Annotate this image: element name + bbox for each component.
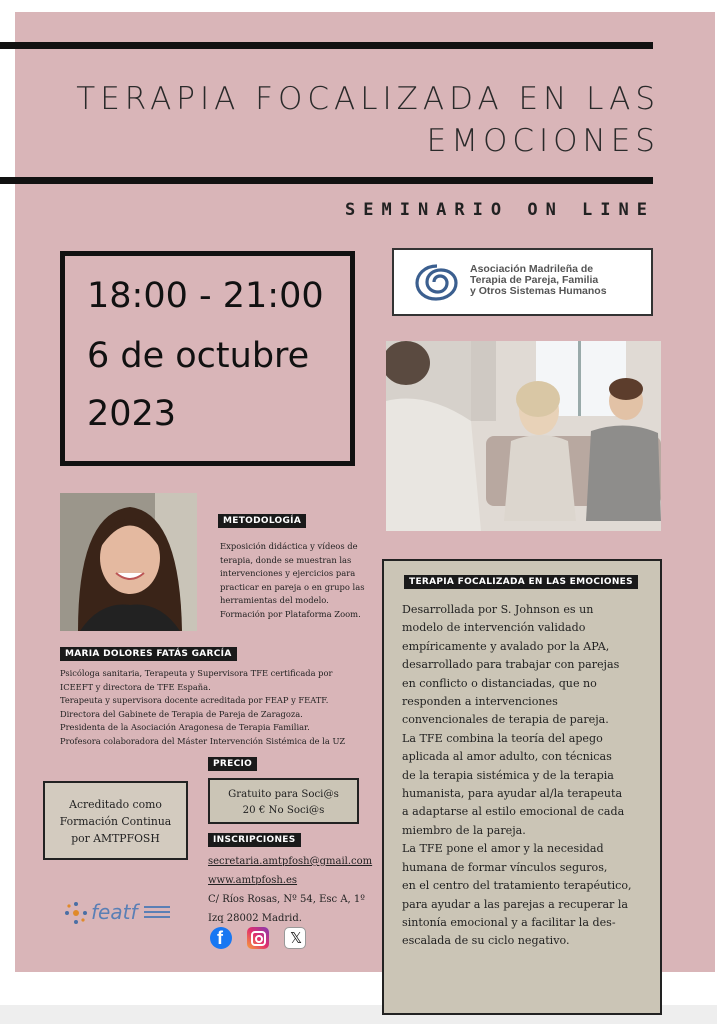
tfe-line: convencionales de terapia de pareja. bbox=[402, 713, 609, 727]
tfe-line: miembro de la pareja. bbox=[402, 823, 526, 837]
speaker-photo bbox=[60, 493, 197, 631]
tfe-line: Desarrollada por S. Johnson es un bbox=[402, 603, 594, 616]
precio-text bbox=[210, 780, 357, 819]
speaker-name: MARIA DOLORES FATÁS GARCÍA bbox=[60, 647, 237, 661]
organizer-line-3: y Otros Sistemas Humanos bbox=[470, 285, 607, 297]
tfe-description-box bbox=[382, 559, 662, 1015]
bio-line: Psicóloga sanitaria, Terapeuta y Supervisora TFE certificada por bbox=[60, 668, 333, 678]
metodologia-line: practicar en pareja o en grupo las bbox=[220, 581, 365, 592]
address-line-1: C/ Ríos Rosas, Nº 54, Esc A, 1º bbox=[208, 894, 365, 905]
featf-logo-text: featf bbox=[91, 900, 138, 924]
event-date: 6 de octubre bbox=[87, 336, 310, 376]
speaker-bio bbox=[60, 667, 380, 748]
bio-line: Terapeuta y supervisora docente acreditada por FEAP y FEATF. bbox=[60, 695, 329, 705]
tfe-line: humana de formar vínculos seguros, bbox=[402, 860, 608, 874]
tfe-line: modelo de intervención validado bbox=[402, 621, 586, 635]
tfe-line: a adaptarse al estilo emocional de cada bbox=[402, 805, 625, 819]
bio-line: ICEEFT y directora de TFE España. bbox=[60, 681, 211, 692]
tfe-line: de la terapia sistémica y de la terapia bbox=[402, 768, 614, 782]
page-title bbox=[40, 78, 660, 162]
tfe-line: La TFE combina la teoría del apego bbox=[402, 731, 603, 745]
bio-line: Presidenta de la Asociación Aragonesa de Terapia Familiar. bbox=[60, 722, 310, 732]
facebook-icon[interactable]: f bbox=[210, 927, 232, 949]
title-line-2: EMOCIONES bbox=[426, 123, 660, 159]
accreditation-line: por AMTPFOSH bbox=[71, 832, 160, 845]
event-time: 18:00 - 21:00 bbox=[87, 276, 324, 316]
accreditation-text bbox=[45, 783, 186, 847]
inscripciones-heading: INSCRIPCIONES bbox=[208, 833, 301, 847]
precio-box bbox=[208, 778, 359, 824]
middle-rule bbox=[0, 177, 653, 184]
metodologia-heading: METODOLOGÍA bbox=[218, 514, 306, 528]
tfe-line: en conflicto o distanciadas, que no bbox=[402, 676, 597, 690]
organizer-logo bbox=[392, 248, 653, 316]
subtitle: SEMINARIO ON LINE bbox=[345, 200, 655, 220]
tfe-line: para ayudar a las parejas a recuperar la bbox=[402, 897, 629, 911]
bio-line: Profesora colaboradora del Máster Intervención Sistémica de la UZ bbox=[60, 735, 346, 746]
tfe-line: empíricamente y avalado por la APA, bbox=[402, 639, 610, 653]
event-year: 2023 bbox=[87, 394, 177, 434]
metodologia-line: Exposición didáctica y vídeos de bbox=[220, 541, 358, 551]
therapy-session-photo bbox=[386, 341, 661, 531]
inscripciones-text bbox=[208, 852, 378, 928]
metodologia-line: Formación por Plataforma Zoom. bbox=[220, 608, 361, 619]
tfe-line: desarrollado para trabajar con parejas bbox=[402, 658, 620, 672]
tfe-line: aplicada al amor adulto, con técnicas bbox=[402, 750, 612, 764]
metodologia-line: intervenciones y ejercicios para bbox=[220, 568, 356, 578]
instagram-icon[interactable] bbox=[247, 927, 269, 949]
title-line-1: TERAPIA FOCALIZADA EN LAS bbox=[76, 81, 660, 117]
accreditation-line: Formación Continua bbox=[59, 815, 172, 828]
metodologia-line: herramientas del modelo. bbox=[220, 595, 329, 605]
spiral-logo-icon bbox=[414, 262, 460, 304]
accreditation-box bbox=[43, 781, 188, 860]
organizer-name bbox=[470, 264, 607, 297]
address-line-2: Izq 28002 Madrid. bbox=[208, 913, 302, 924]
featf-logo-mark-icon bbox=[64, 900, 88, 926]
precio-heading: PRECIO bbox=[208, 757, 257, 771]
email-link[interactable]: secretaria.amtpfosh@gmail.com bbox=[208, 856, 373, 867]
metodologia-line: terapia, donde se muestran las bbox=[220, 554, 352, 565]
metodologia-text bbox=[220, 540, 380, 621]
organizer-line-1: Asociación Madrileña de bbox=[470, 263, 594, 275]
tfe-heading: TERAPIA FOCALIZADA EN LAS EMOCIONES bbox=[404, 575, 638, 589]
tfe-description-text bbox=[402, 601, 652, 951]
tfe-line: responden a intervenciones bbox=[402, 695, 558, 709]
accreditation-line: Acreditado como bbox=[69, 798, 162, 811]
tfe-line: humanista, para ayudar al/la terapeuta bbox=[402, 787, 623, 801]
top-rule bbox=[0, 42, 653, 49]
bio-line: Directora del Gabinete de Terapia de Pareja de Zaragoza. bbox=[60, 708, 303, 719]
precio-line-1: Gratuito para Soci@s bbox=[228, 789, 339, 800]
tfe-line: escalada de su ciclo negativo. bbox=[402, 934, 570, 948]
organizer-line-2: Terapia de Pareja, Familia bbox=[470, 274, 599, 286]
x-icon[interactable]: 𝕏 bbox=[284, 927, 306, 949]
precio-line-2: 20 € No Soci@s bbox=[242, 805, 325, 816]
website-link[interactable]: www.amtpfosh.es bbox=[208, 875, 298, 886]
tfe-line: en el centro del tratamiento terapéutico, bbox=[402, 879, 632, 893]
tfe-line: sintonía emocional y a facilitar la des- bbox=[402, 915, 616, 929]
date-box bbox=[60, 251, 355, 466]
featf-logo bbox=[64, 900, 174, 928]
tfe-line: La TFE pone el amor y la necesidad bbox=[402, 842, 604, 856]
